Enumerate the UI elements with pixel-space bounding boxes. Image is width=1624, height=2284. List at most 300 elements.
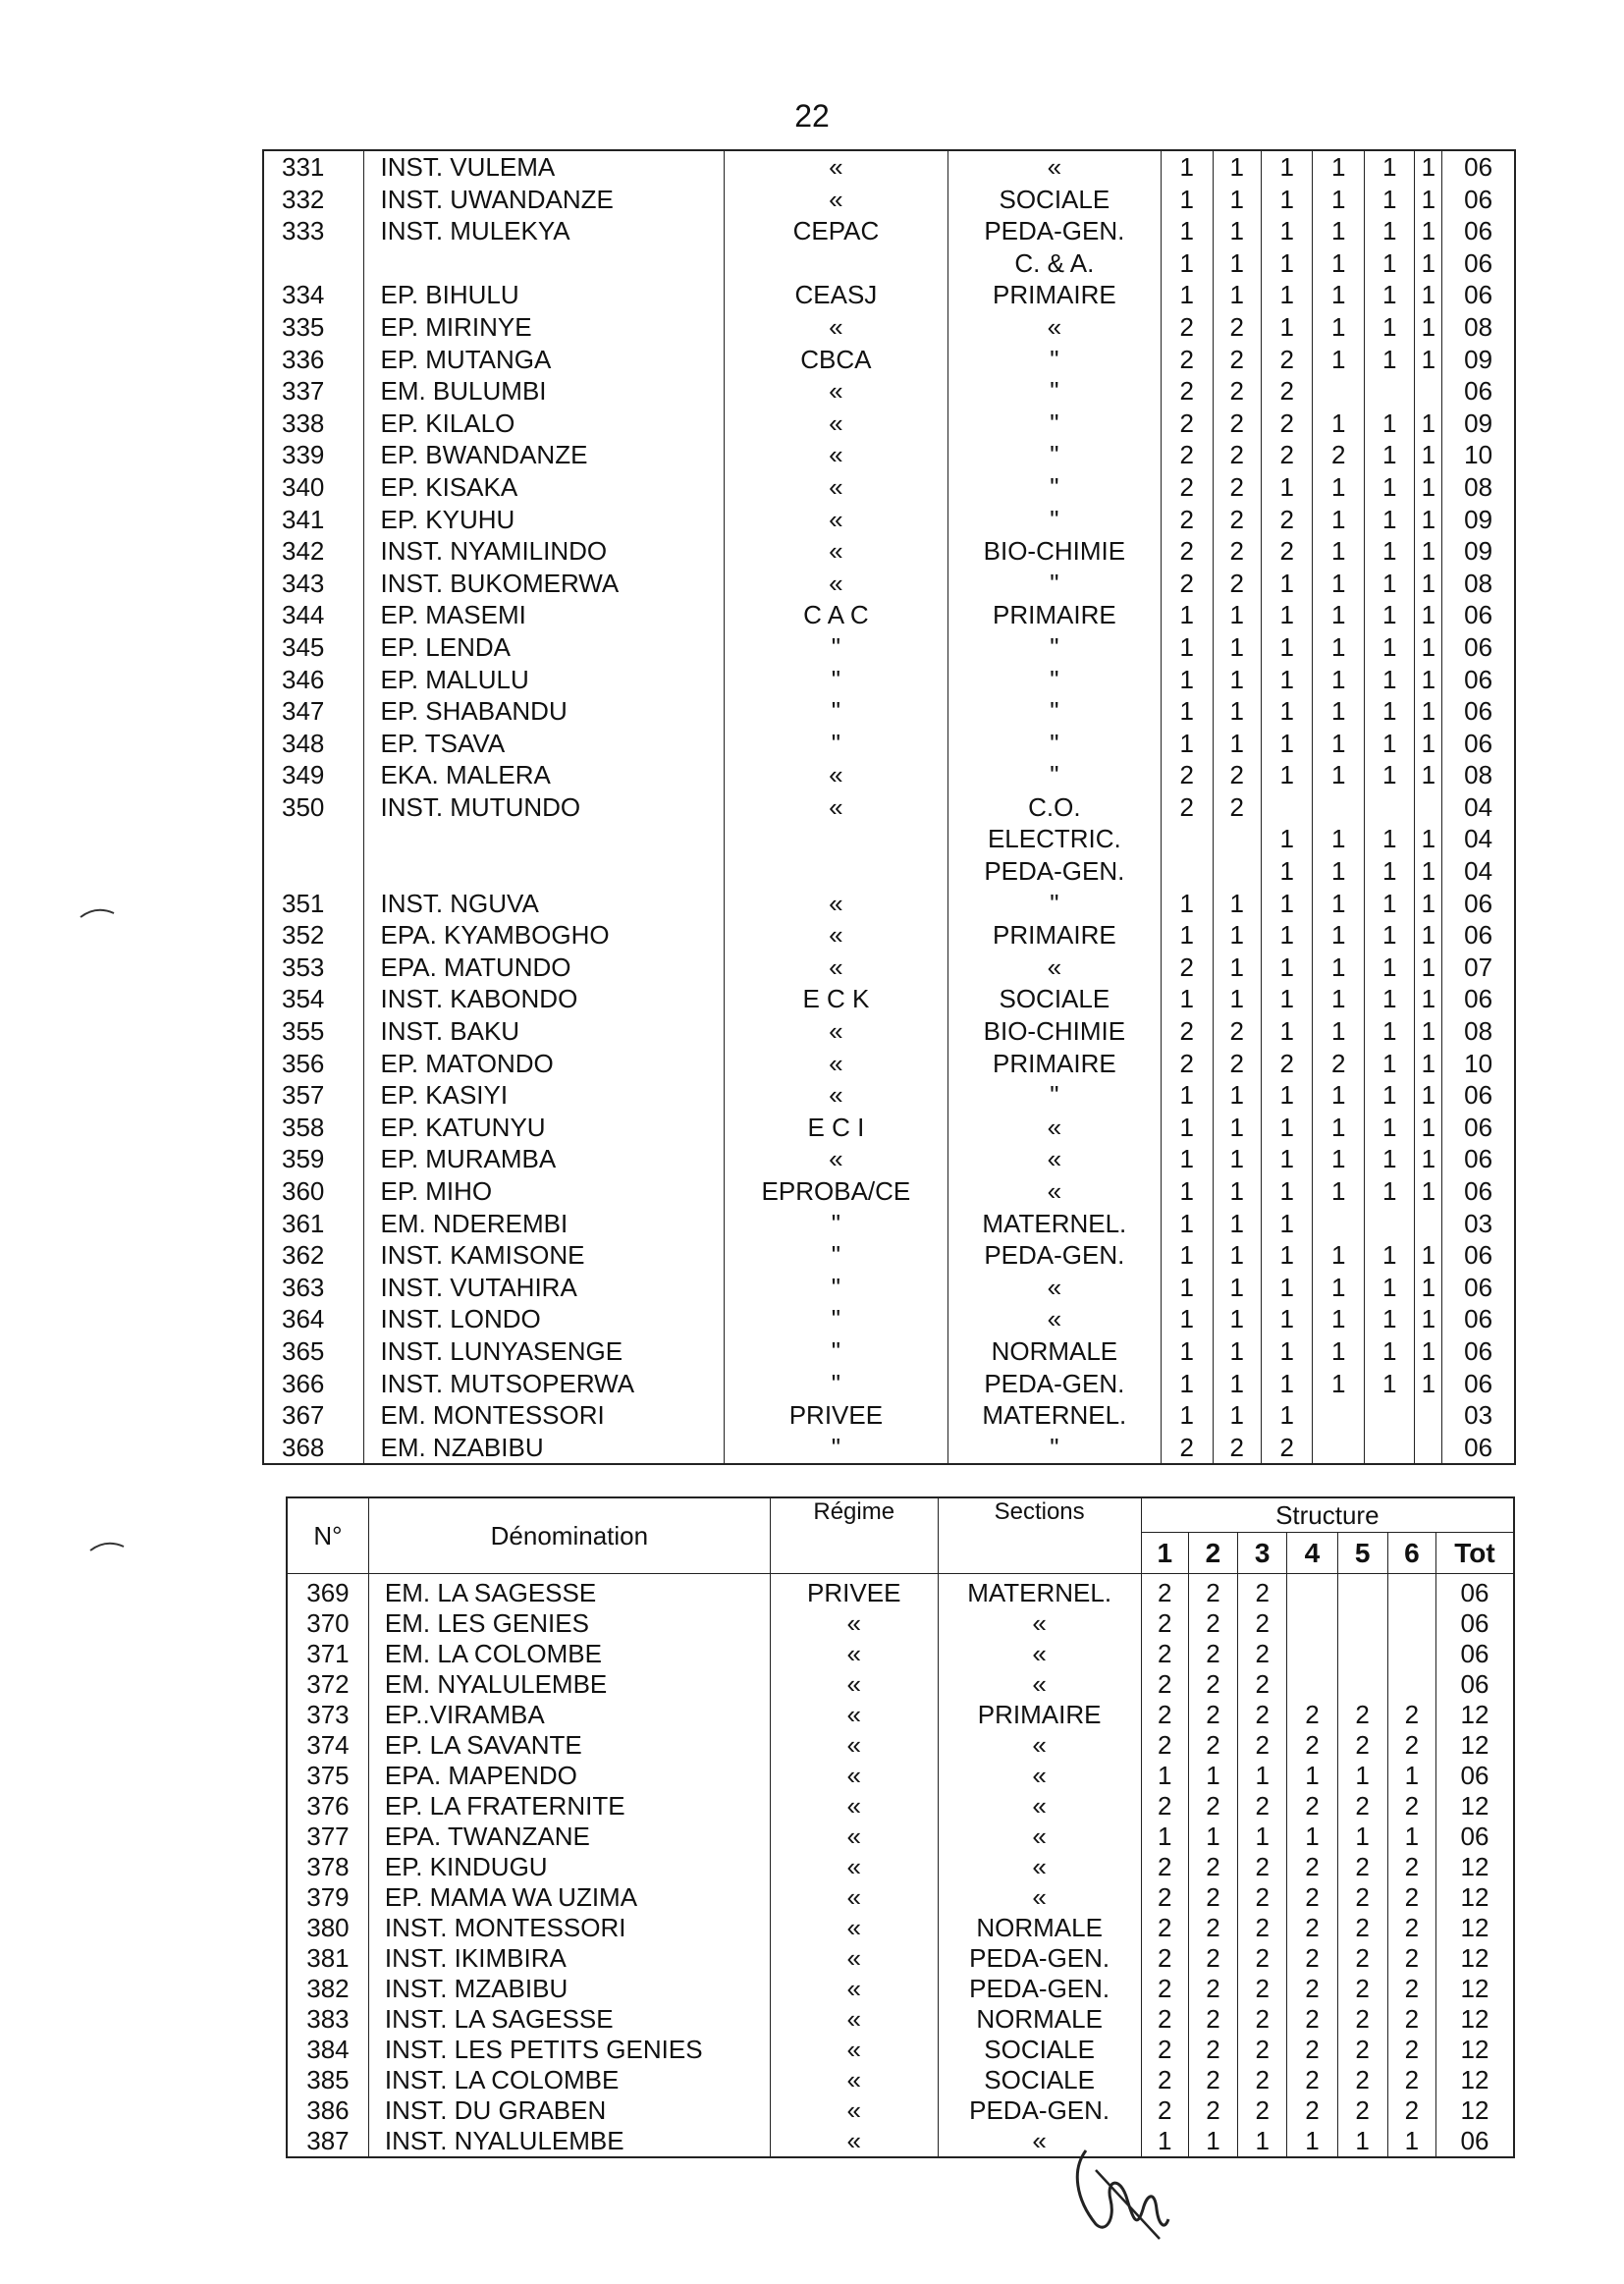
row-number: 365 bbox=[263, 1335, 364, 1368]
structure-cell-1: 2 bbox=[1162, 1432, 1214, 1465]
structure-cell-3: 2 bbox=[1238, 1913, 1287, 1943]
structure-cell-5: 1 bbox=[1364, 823, 1414, 855]
row-number bbox=[263, 855, 364, 888]
structure-cell-1: 2 bbox=[1162, 471, 1214, 504]
structure-cell-3: 1 bbox=[1261, 215, 1313, 247]
structure-cell-6: 1 bbox=[1415, 919, 1442, 952]
total-cell: 09 bbox=[1442, 535, 1515, 568]
structure-cell-1: 1 bbox=[1162, 1368, 1214, 1400]
structure-cell-6: 1 bbox=[1415, 1239, 1442, 1272]
schools-table-continued bbox=[262, 149, 1516, 1465]
total-cell: 12 bbox=[1436, 1700, 1514, 1730]
section-cell: " bbox=[947, 439, 1161, 471]
school-name: EP. BIHULU bbox=[364, 279, 725, 311]
structure-cell-3: 1 bbox=[1261, 1015, 1313, 1048]
structure-cell-4: 1 bbox=[1287, 1761, 1337, 1791]
row-number bbox=[263, 823, 364, 855]
section-cell: ELECTRIC. bbox=[947, 823, 1161, 855]
structure-cell-2: 1 bbox=[1213, 215, 1261, 247]
structure-cell-1: 1 bbox=[1162, 664, 1214, 696]
regime-cell: E C I bbox=[725, 1112, 948, 1144]
table-row bbox=[263, 150, 1515, 184]
structure-cell-6: 2 bbox=[1387, 1943, 1435, 1974]
section-cell: « bbox=[947, 1175, 1161, 1208]
total-cell: 06 bbox=[1436, 1639, 1514, 1669]
school-name: EP. MALULU bbox=[364, 664, 725, 696]
structure-cell-6: 1 bbox=[1415, 311, 1442, 344]
section-cell: SOCIALE bbox=[947, 184, 1161, 216]
row-number bbox=[263, 247, 364, 280]
structure-cell-3: 1 bbox=[1261, 1335, 1313, 1368]
structure-cell-1: 2 bbox=[1141, 1913, 1188, 1943]
structure-cell-1: 1 bbox=[1162, 919, 1214, 952]
structure-cell-4: 1 bbox=[1313, 1239, 1365, 1272]
table-row bbox=[263, 823, 1515, 855]
structure-cell-3: 1 bbox=[1238, 2126, 1287, 2157]
row-number: 384 bbox=[287, 2035, 368, 2065]
structure-cell-1: 1 bbox=[1162, 1303, 1214, 1335]
structure-cell-2: 2 bbox=[1213, 759, 1261, 791]
regime-cell: " bbox=[725, 1272, 948, 1304]
section-cell: « bbox=[938, 1608, 1141, 1639]
table-row bbox=[263, 439, 1515, 471]
structure-cell-2: 1 bbox=[1213, 1079, 1261, 1112]
section-cell: PEDA-GEN. bbox=[938, 1974, 1141, 2004]
structure-cell-5: 2 bbox=[1337, 1943, 1387, 1974]
row-number: 380 bbox=[287, 1913, 368, 1943]
structure-cell-5: 1 bbox=[1364, 535, 1414, 568]
header-regime: Régime bbox=[770, 1497, 938, 1574]
regime-cell: « bbox=[725, 919, 948, 952]
structure-cell-4: 1 bbox=[1313, 215, 1365, 247]
regime-cell: " bbox=[725, 1368, 948, 1400]
table-row bbox=[263, 1048, 1515, 1080]
row-number: 374 bbox=[287, 1730, 368, 1761]
header-col-tot: Tot bbox=[1436, 1533, 1514, 1574]
structure-cell-2: 2 bbox=[1188, 2004, 1237, 2035]
structure-cell-6: 1 bbox=[1415, 247, 1442, 280]
row-number: 339 bbox=[263, 439, 364, 471]
structure-cell-4: 2 bbox=[1287, 2035, 1337, 2065]
structure-cell-2: 1 bbox=[1188, 1761, 1237, 1791]
structure-cell-1: 2 bbox=[1141, 1730, 1188, 1761]
school-name: EM. NYALULEMBE bbox=[368, 1669, 770, 1700]
structure-cell-4: 1 bbox=[1313, 1079, 1365, 1112]
structure-cell-6: 1 bbox=[1415, 504, 1442, 536]
regime-cell bbox=[725, 247, 948, 280]
structure-cell-2: 1 bbox=[1213, 1239, 1261, 1272]
total-cell: 03 bbox=[1442, 1399, 1515, 1432]
structure-cell-5: 1 bbox=[1364, 855, 1414, 888]
structure-cell-4: 2 bbox=[1287, 1882, 1337, 1913]
section-cell: « bbox=[938, 1761, 1141, 1791]
structure-cell-3: 1 bbox=[1261, 150, 1313, 184]
structure-cell-1: 2 bbox=[1162, 504, 1214, 536]
total-cell: 08 bbox=[1442, 1015, 1515, 1048]
table-row bbox=[263, 759, 1515, 791]
structure-cell-6: 1 bbox=[1387, 2126, 1435, 2157]
row-number: 333 bbox=[263, 215, 364, 247]
regime-cell: « bbox=[725, 184, 948, 216]
structure-cell-5 bbox=[1364, 1432, 1414, 1465]
section-cell: PEDA-GEN. bbox=[947, 215, 1161, 247]
structure-cell-1: 1 bbox=[1162, 599, 1214, 631]
structure-cell-4: 2 bbox=[1313, 1048, 1365, 1080]
structure-cell-3: 1 bbox=[1261, 184, 1313, 216]
structure-cell-5: 1 bbox=[1364, 439, 1414, 471]
structure-cell-4: 1 bbox=[1313, 952, 1365, 984]
structure-cell-1: 2 bbox=[1141, 1882, 1188, 1913]
table-row bbox=[263, 1272, 1515, 1304]
structure-cell-6: 1 bbox=[1415, 664, 1442, 696]
total-cell: 08 bbox=[1442, 311, 1515, 344]
school-name: INST. NYALULEMBE bbox=[368, 2126, 770, 2157]
section-cell: NORMALE bbox=[938, 1913, 1141, 1943]
regime-cell bbox=[725, 823, 948, 855]
structure-cell-4: 1 bbox=[1313, 599, 1365, 631]
structure-cell-6 bbox=[1415, 1208, 1442, 1240]
structure-cell-6: 1 bbox=[1415, 728, 1442, 760]
row-number: 349 bbox=[263, 759, 364, 791]
structure-cell-2: 1 bbox=[1213, 1399, 1261, 1432]
structure-cell-3: 2 bbox=[1238, 2035, 1287, 2065]
table-row bbox=[263, 983, 1515, 1015]
school-name: INST. MULEKYA bbox=[364, 215, 725, 247]
structure-cell-6: 1 bbox=[1415, 1335, 1442, 1368]
structure-cell-1: 1 bbox=[1141, 1761, 1188, 1791]
section-cell: " bbox=[947, 1432, 1161, 1465]
structure-cell-5: 1 bbox=[1364, 759, 1414, 791]
total-cell: 06 bbox=[1442, 983, 1515, 1015]
structure-cell-6 bbox=[1415, 1432, 1442, 1465]
structure-cell-6: 1 bbox=[1415, 279, 1442, 311]
structure-cell-2: 2 bbox=[1213, 1432, 1261, 1465]
regime-cell: « bbox=[725, 952, 948, 984]
regime-cell: « bbox=[770, 1852, 938, 1882]
school-name: INST. MUTSOPERWA bbox=[364, 1368, 725, 1400]
total-cell: 06 bbox=[1436, 1669, 1514, 1700]
section-cell: SOCIALE bbox=[938, 2065, 1141, 2095]
structure-cell-4: 1 bbox=[1313, 1368, 1365, 1400]
structure-cell-2: 2 bbox=[1188, 2095, 1237, 2126]
structure-cell-1: 2 bbox=[1141, 2065, 1188, 2095]
school-name: EP. LA SAVANTE bbox=[368, 1730, 770, 1761]
total-cell: 06 bbox=[1442, 1143, 1515, 1175]
total-cell: 06 bbox=[1442, 695, 1515, 728]
header-col-1: 1 bbox=[1141, 1533, 1188, 1574]
table-row bbox=[263, 855, 1515, 888]
header-number: N° bbox=[287, 1497, 368, 1574]
structure-cell-4: 2 bbox=[1287, 2095, 1337, 2126]
section-cell: " bbox=[947, 375, 1161, 408]
structure-cell-5: 2 bbox=[1337, 2004, 1387, 2035]
table-row bbox=[287, 1608, 1514, 1639]
regime-cell: PRIVEE bbox=[770, 1574, 938, 1609]
school-name: INST. LA SAGESSE bbox=[368, 2004, 770, 2035]
regime-cell: « bbox=[770, 1608, 938, 1639]
structure-cell-5: 1 bbox=[1364, 1015, 1414, 1048]
structure-cell-5: 2 bbox=[1337, 1700, 1387, 1730]
table-row bbox=[287, 1974, 1514, 2004]
section-cell: " bbox=[947, 728, 1161, 760]
regime-cell: « bbox=[770, 1882, 938, 1913]
table-row bbox=[263, 695, 1515, 728]
row-number: 369 bbox=[287, 1574, 368, 1609]
regime-cell: " bbox=[725, 695, 948, 728]
structure-cell-1: 2 bbox=[1162, 1015, 1214, 1048]
section-cell: « bbox=[938, 1822, 1141, 1852]
section-cell: « bbox=[938, 1669, 1141, 1700]
section-cell: " bbox=[947, 408, 1161, 440]
structure-cell-5: 1 bbox=[1364, 631, 1414, 664]
structure-cell-2: 1 bbox=[1213, 599, 1261, 631]
table-row bbox=[263, 568, 1515, 600]
table-row bbox=[287, 1943, 1514, 1974]
structure-cell-3: 1 bbox=[1261, 1239, 1313, 1272]
structure-cell-1: 1 bbox=[1162, 1112, 1214, 1144]
structure-cell-3: 1 bbox=[1261, 1368, 1313, 1400]
table-row bbox=[263, 1335, 1515, 1368]
structure-cell-3: 2 bbox=[1238, 1730, 1287, 1761]
structure-cell-6: 1 bbox=[1415, 823, 1442, 855]
schools-table-with-header bbox=[286, 1496, 1515, 2158]
structure-cell-5: 1 bbox=[1364, 695, 1414, 728]
structure-cell-6: 1 bbox=[1415, 1303, 1442, 1335]
total-cell: 09 bbox=[1442, 344, 1515, 376]
table-row bbox=[263, 471, 1515, 504]
structure-cell-1: 2 bbox=[1141, 1639, 1188, 1669]
structure-cell-5: 2 bbox=[1337, 1974, 1387, 2004]
structure-cell-4: 2 bbox=[1287, 1852, 1337, 1882]
structure-cell-5: 1 bbox=[1364, 1239, 1414, 1272]
table-row bbox=[287, 1791, 1514, 1822]
regime-cell: CBCA bbox=[725, 344, 948, 376]
regime-cell: « bbox=[770, 1639, 938, 1669]
section-cell: " bbox=[947, 568, 1161, 600]
row-number: 338 bbox=[263, 408, 364, 440]
structure-cell-1: 1 bbox=[1162, 631, 1214, 664]
total-cell: 12 bbox=[1436, 2095, 1514, 2126]
structure-cell-6: 1 bbox=[1415, 1079, 1442, 1112]
header-col-6: 6 bbox=[1387, 1533, 1435, 1574]
structure-cell-3: 1 bbox=[1261, 1399, 1313, 1432]
total-cell: 06 bbox=[1436, 1822, 1514, 1852]
structure-cell-5: 1 bbox=[1364, 408, 1414, 440]
structure-cell-4: 1 bbox=[1313, 247, 1365, 280]
school-name: EP..VIRAMBA bbox=[368, 1700, 770, 1730]
structure-cell-1 bbox=[1162, 855, 1214, 888]
school-name: INST. MZABIBU bbox=[368, 1974, 770, 2004]
school-name: EP. MURAMBA bbox=[364, 1143, 725, 1175]
section-cell: C. & A. bbox=[947, 247, 1161, 280]
school-name: EP. BWANDANZE bbox=[364, 439, 725, 471]
structure-cell-4: 1 bbox=[1313, 695, 1365, 728]
regime-cell: « bbox=[725, 791, 948, 824]
school-name: EM. MONTESSORI bbox=[364, 1399, 725, 1432]
total-cell: 12 bbox=[1436, 1852, 1514, 1882]
section-cell: " bbox=[947, 504, 1161, 536]
structure-cell-3: 2 bbox=[1238, 1639, 1287, 1669]
structure-cell-3: 2 bbox=[1238, 1791, 1287, 1822]
regime-cell: « bbox=[770, 2065, 938, 2095]
row-number: 342 bbox=[263, 535, 364, 568]
structure-cell-2: 2 bbox=[1188, 1943, 1237, 1974]
total-cell: 04 bbox=[1442, 855, 1515, 888]
structure-cell-2: 2 bbox=[1188, 1974, 1237, 2004]
table-row bbox=[287, 1761, 1514, 1791]
structure-cell-3: 1 bbox=[1261, 1079, 1313, 1112]
school-name: EP. KISAKA bbox=[364, 471, 725, 504]
structure-cell-4: 1 bbox=[1313, 919, 1365, 952]
row-number: 357 bbox=[263, 1079, 364, 1112]
section-cell: « bbox=[947, 1272, 1161, 1304]
regime-cell: " bbox=[725, 631, 948, 664]
section-cell: « bbox=[938, 1882, 1141, 1913]
structure-cell-1: 1 bbox=[1141, 1822, 1188, 1852]
structure-cell-5: 1 bbox=[1364, 1175, 1414, 1208]
structure-cell-6 bbox=[1387, 1574, 1435, 1609]
row-number: 337 bbox=[263, 375, 364, 408]
total-cell: 06 bbox=[1436, 1761, 1514, 1791]
school-name: INST. MONTESSORI bbox=[368, 1913, 770, 1943]
structure-cell-2: 2 bbox=[1213, 439, 1261, 471]
structure-cell-2: 2 bbox=[1213, 471, 1261, 504]
structure-cell-1: 1 bbox=[1162, 1079, 1214, 1112]
structure-cell-2: 1 bbox=[1213, 631, 1261, 664]
row-number: 341 bbox=[263, 504, 364, 536]
structure-cell-4: 1 bbox=[1287, 2126, 1337, 2157]
school-name: EM. NDEREMBI bbox=[364, 1208, 725, 1240]
regime-cell: « bbox=[725, 1048, 948, 1080]
row-number: 370 bbox=[287, 1608, 368, 1639]
table-row bbox=[263, 952, 1515, 984]
school-name: EM. NZABIBU bbox=[364, 1432, 725, 1465]
section-cell: « bbox=[947, 311, 1161, 344]
row-number: 362 bbox=[263, 1239, 364, 1272]
section-cell: PEDA-GEN. bbox=[938, 2095, 1141, 2126]
total-cell: 08 bbox=[1442, 568, 1515, 600]
school-name: INST. VUTAHIRA bbox=[364, 1272, 725, 1304]
structure-cell-2: 2 bbox=[1188, 1730, 1237, 1761]
structure-cell-2: 1 bbox=[1213, 1208, 1261, 1240]
structure-cell-5: 1 bbox=[1337, 1822, 1387, 1852]
structure-cell-5: 1 bbox=[1364, 599, 1414, 631]
row-number: 348 bbox=[263, 728, 364, 760]
structure-cell-4: 1 bbox=[1313, 664, 1365, 696]
regime-cell: « bbox=[770, 1791, 938, 1822]
school-name: EP. LA FRATERNITE bbox=[368, 1791, 770, 1822]
structure-cell-5: 1 bbox=[1364, 471, 1414, 504]
structure-cell-5: 2 bbox=[1337, 2095, 1387, 2126]
structure-cell-4: 1 bbox=[1313, 471, 1365, 504]
regime-cell: « bbox=[725, 568, 948, 600]
header-col-2: 2 bbox=[1188, 1533, 1237, 1574]
structure-cell-6: 1 bbox=[1415, 1175, 1442, 1208]
structure-cell-4: 1 bbox=[1313, 1175, 1365, 1208]
structure-cell-2: 1 bbox=[1213, 1368, 1261, 1400]
school-name: INST. MUTUNDO bbox=[364, 791, 725, 824]
structure-cell-5: 1 bbox=[1364, 247, 1414, 280]
table-row bbox=[287, 2004, 1514, 2035]
header-col-4: 4 bbox=[1287, 1533, 1337, 1574]
structure-cell-3: 1 bbox=[1261, 1175, 1313, 1208]
structure-cell-4: 1 bbox=[1287, 1822, 1337, 1852]
structure-cell-5: 1 bbox=[1364, 728, 1414, 760]
regime-cell: « bbox=[770, 2126, 938, 2157]
school-name: INST. LUNYASENGE bbox=[364, 1335, 725, 1368]
section-cell: PRIMAIRE bbox=[938, 1700, 1141, 1730]
regime-cell: " bbox=[725, 728, 948, 760]
structure-cell-6 bbox=[1415, 791, 1442, 824]
section-cell: « bbox=[938, 1730, 1141, 1761]
structure-cell-3: 1 bbox=[1261, 695, 1313, 728]
school-name bbox=[364, 823, 725, 855]
regime-cell: « bbox=[725, 504, 948, 536]
table-row bbox=[263, 247, 1515, 280]
structure-cell-3: 2 bbox=[1238, 1574, 1287, 1609]
structure-cell-5: 1 bbox=[1364, 919, 1414, 952]
school-name: EP. KILALO bbox=[364, 408, 725, 440]
structure-cell-5: 2 bbox=[1337, 1852, 1387, 1882]
row-number: 363 bbox=[263, 1272, 364, 1304]
structure-cell-2: 2 bbox=[1213, 375, 1261, 408]
structure-cell-5 bbox=[1364, 375, 1414, 408]
row-number: 347 bbox=[263, 695, 364, 728]
school-name: EPA. MAPENDO bbox=[368, 1761, 770, 1791]
structure-cell-3: 2 bbox=[1238, 1943, 1287, 1974]
school-name: EKA. MALERA bbox=[364, 759, 725, 791]
structure-cell-1: 2 bbox=[1141, 1669, 1188, 1700]
school-name: EM. BULUMBI bbox=[364, 375, 725, 408]
structure-cell-1: 1 bbox=[1162, 728, 1214, 760]
row-number: 358 bbox=[263, 1112, 364, 1144]
structure-cell-6: 2 bbox=[1387, 2065, 1435, 2095]
regime-cell: " bbox=[725, 1303, 948, 1335]
structure-cell-3: 2 bbox=[1261, 439, 1313, 471]
row-number: 382 bbox=[287, 1974, 368, 2004]
table-row bbox=[287, 1669, 1514, 1700]
regime-cell: " bbox=[725, 1239, 948, 1272]
total-cell: 12 bbox=[1436, 1882, 1514, 1913]
structure-cell-1: 1 bbox=[1162, 695, 1214, 728]
structure-cell-5: 1 bbox=[1364, 568, 1414, 600]
section-cell: PEDA-GEN. bbox=[947, 1239, 1161, 1272]
structure-cell-1: 1 bbox=[1162, 1399, 1214, 1432]
regime-cell: " bbox=[725, 664, 948, 696]
row-number: 346 bbox=[263, 664, 364, 696]
total-cell: 06 bbox=[1442, 1079, 1515, 1112]
regime-cell: « bbox=[725, 471, 948, 504]
structure-cell-6: 1 bbox=[1415, 408, 1442, 440]
school-name: EM. LA SAGESSE bbox=[368, 1574, 770, 1609]
table-row bbox=[287, 2035, 1514, 2065]
structure-cell-4: 2 bbox=[1287, 2004, 1337, 2035]
row-number: 386 bbox=[287, 2095, 368, 2126]
regime-cell: « bbox=[770, 2004, 938, 2035]
regime-cell: « bbox=[725, 375, 948, 408]
structure-cell-3: 1 bbox=[1261, 759, 1313, 791]
school-name: EM. LA COLOMBE bbox=[368, 1639, 770, 1669]
table-row bbox=[287, 1574, 1514, 1609]
structure-cell-6 bbox=[1415, 1399, 1442, 1432]
row-number: 372 bbox=[287, 1669, 368, 1700]
table-row bbox=[263, 631, 1515, 664]
row-number: 331 bbox=[263, 150, 364, 184]
structure-cell-4: 2 bbox=[1313, 439, 1365, 471]
structure-cell-1: 1 bbox=[1162, 983, 1214, 1015]
school-name: EP. MAMA WA UZIMA bbox=[368, 1882, 770, 1913]
row-number: 354 bbox=[263, 983, 364, 1015]
